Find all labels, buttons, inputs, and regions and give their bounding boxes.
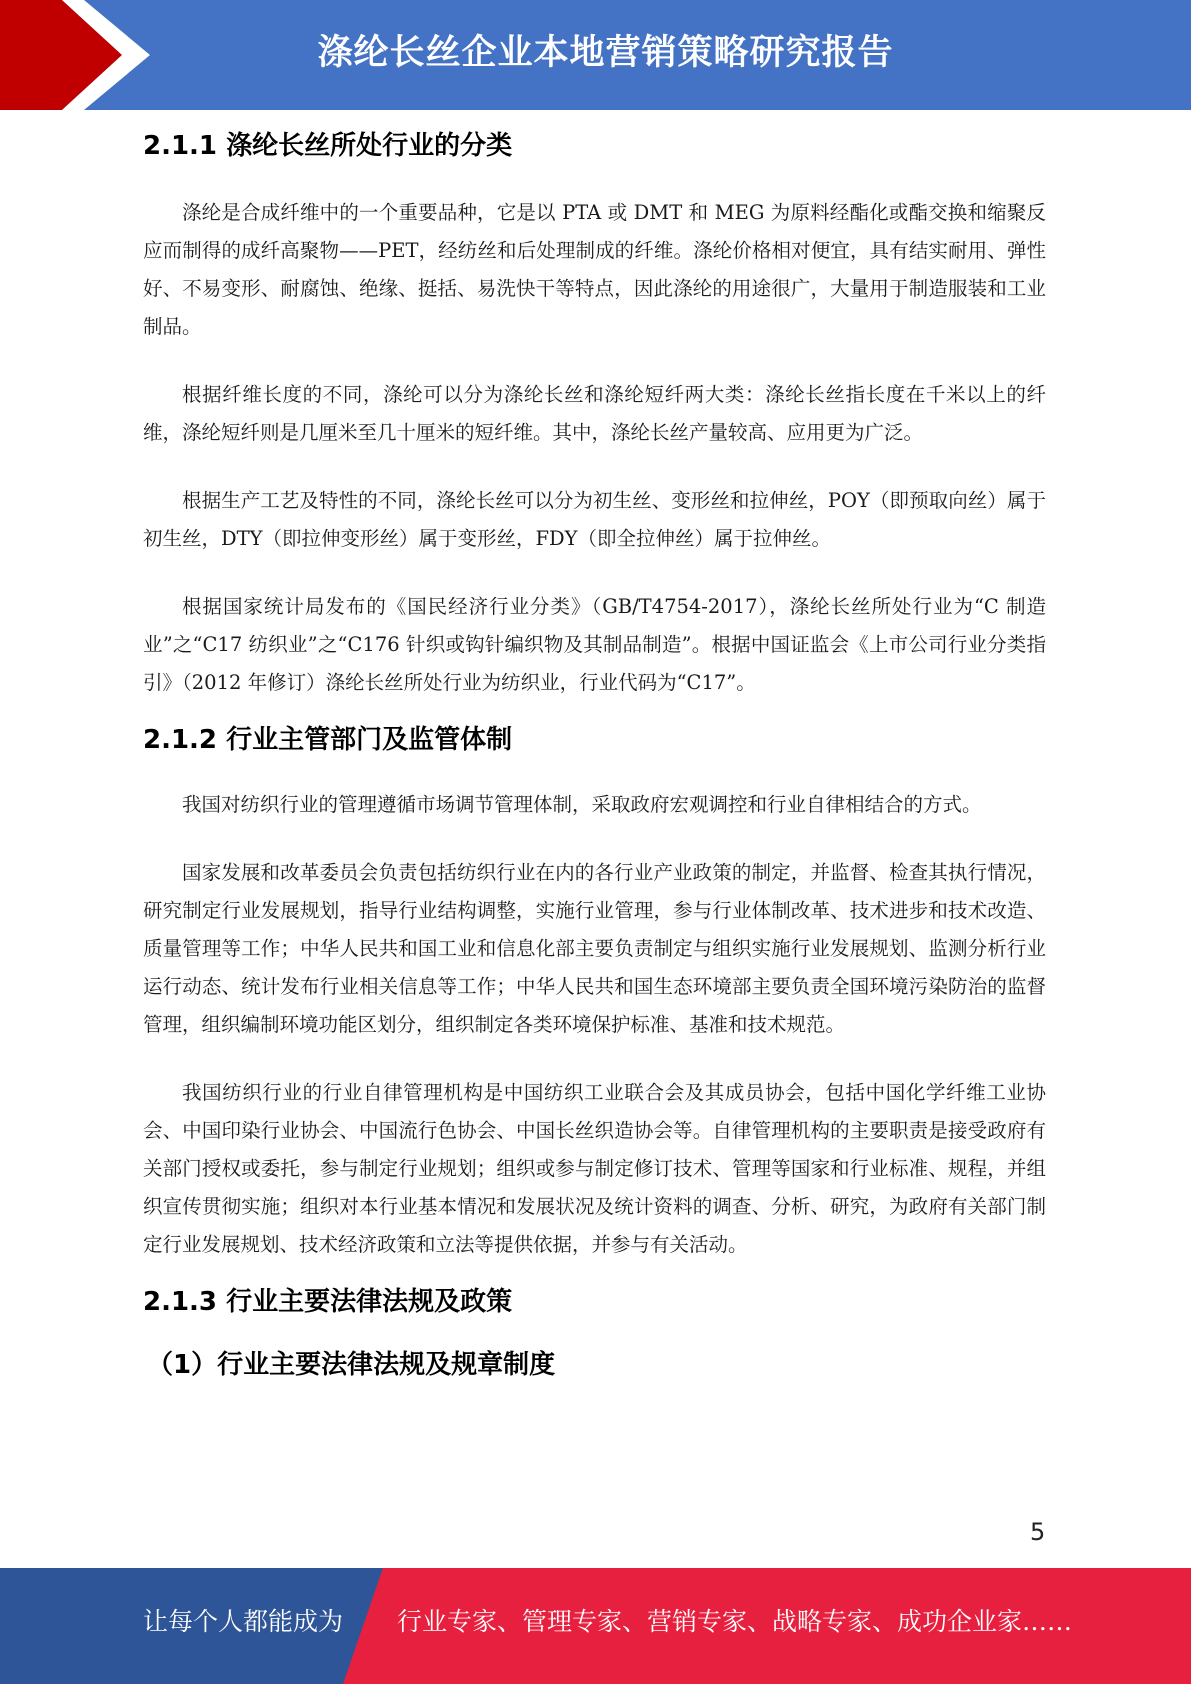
subsection-heading: （1）行业主要法律法规及规章制度	[147, 1350, 556, 1381]
paragraph: 根据国家统计局发布的《国民经济行业分类》（GB/T4754-2017），涤纶长丝所处行业为“C 制造业”之“C17 纺织业”之“C176 针织或钩针编织物及其制品制造”。根据中国证监会《上市公司行业分类指引》（2012 年修订）涤纶长丝所处行业为纺织业，行业代码为“C17”。	[143, 594, 1046, 694]
page-footer	[0, 1568, 1191, 1684]
paragraph: 我国纺织行业的行业自律管理机构是中国纺织工业联合会及其成员协会，包括中国化学纤维工业协会、中国印染行业协会、中国流行色协会、中国长丝织造协会等。自律管理机构的主要职责是接受政府有关部门授权或委托，参与制定行业规划；组织或参与制定修订技术、管理等国家和行业标准、规程，并组织宣传贯彻实施；组织对本行业基本情况和发展状况及统计资料的调查、分析、研究，为政府有关部门制定行业发展规划、技术经济政策和立法等提供依据，并参与有关活动。	[143, 1080, 1046, 1256]
footer-slogan-right: 行业专家、管理专家、营销专家、战略专家、成功企业家……	[397, 1607, 1073, 1636]
footer-slogan-left: 让每个人都能成为	[143, 1607, 344, 1636]
section-heading-2-1-2: 2.1.2 行业主管部门及监管体制	[143, 724, 513, 755]
paragraph: 我国对纺织行业的管理遵循市场调节管理体制，采取政府宏观调控和行业自律相结合的方式。	[182, 792, 982, 816]
paragraph: 国家发展和改革委员会负责包括纺织行业在内的各行业产业政策的制定，并监督、检查其执行情况，研究制定行业发展规划，指导行业结构调整，实施行业管理，参与行业体制改革、技术进步和技术改造、质量管理等工作；中华人民共和国工业和信息化部主要负责制定与组织实施行业发展规划、监测分析行业运行动态、统计发布行业相关信息等工作；中华人民共和国生态环境部主要负责全国环境污染防治的监督管理，组织编制环境功能区划分，组织制定各类环境保护标准、基准和技术规范。	[143, 860, 1046, 1036]
section-heading-2-1-1: 2.1.1 涤纶长丝所处行业的分类	[143, 131, 513, 161]
paragraph: 根据生产工艺及特性的不同，涤纶长丝可以分为初生丝、变形丝和拉伸丝，POY（即预取向丝）属于初生丝，DTY（即拉伸变形丝）属于变形丝，FDY（即全拉伸丝）属于拉伸丝。	[143, 488, 1046, 550]
page-header	[0, 0, 1191, 110]
paragraph: 涤纶是合成纤维中的一个重要品种，它是以 PTA 或 DMT 和 MEG 为原料经酯化或酯交换和缩聚反应而制得的成纤高聚物——PET，经纺丝和后处理制成的纤维。涤纶价格相对便宜，具有结实耐用、弹性好、不易变形、耐腐蚀、绝缘、挺括、易洗快干等特点，因此涤纶的用途很广，大量用于制造服装和工业制品。	[143, 200, 1046, 338]
main-content	[143, 120, 1046, 1383]
report-title: 涤纶长丝企业本地营销策略研究报告	[317, 33, 894, 73]
page-number: 5	[1030, 1518, 1046, 1546]
section-heading-2-1-3: 2.1.3 行业主要法律法规及政策	[143, 1286, 513, 1317]
paragraph: 根据纤维长度的不同，涤纶可以分为涤纶长丝和涤纶短纤两大类：涤纶长丝指长度在千米以上的纤维，涤纶短纤则是几厘米至几十厘米的短纤维。其中，涤纶长丝产量较高、应用更为广泛。	[143, 382, 1046, 444]
